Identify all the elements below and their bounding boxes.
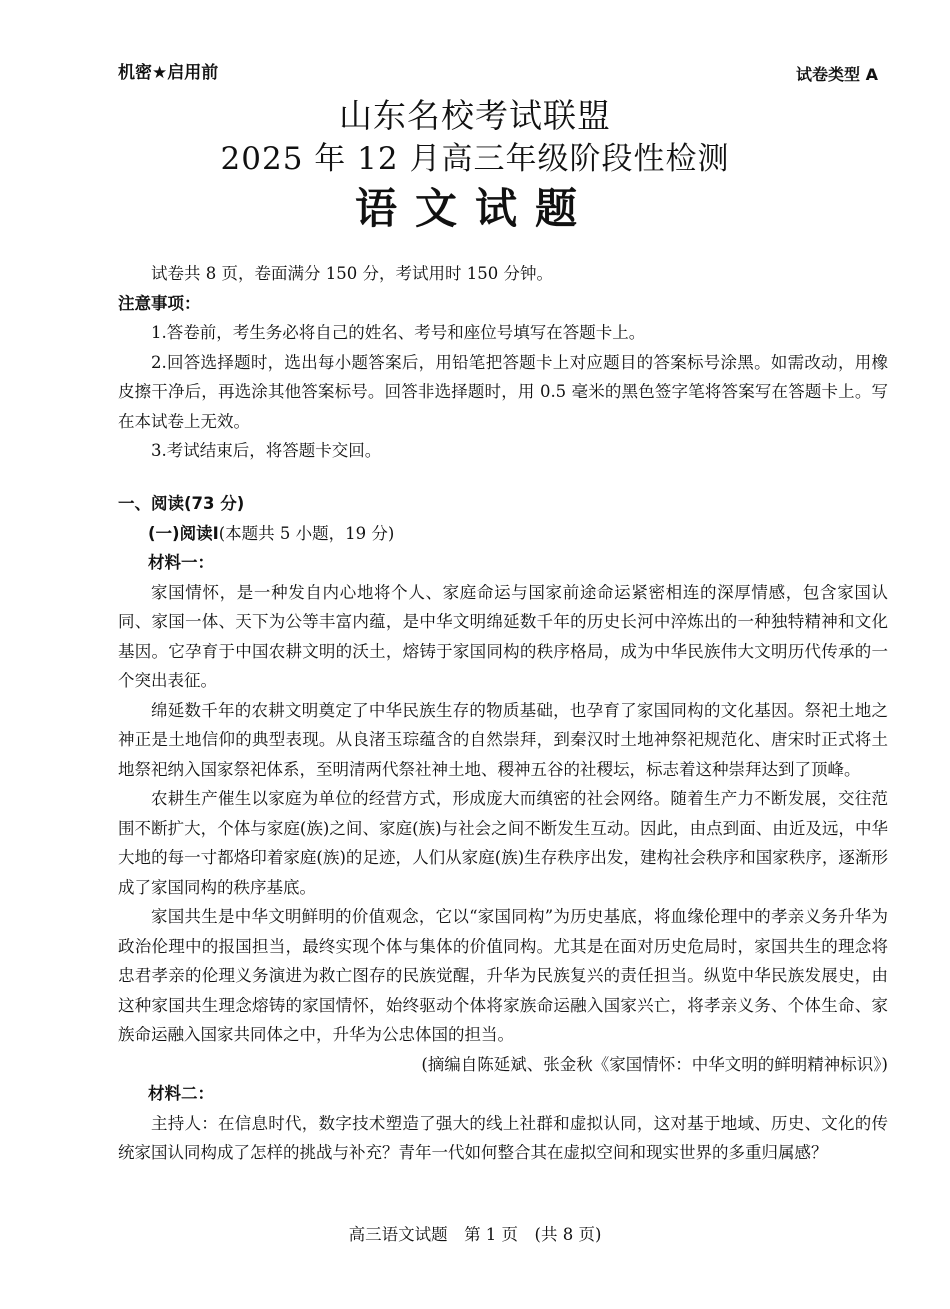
notes-heading: 注意事项： (118, 293, 201, 313)
note-item: 1.答卷前，考生务必将自己的姓名、考号和座位号填写在答题卡上。 (151, 323, 646, 342)
subject-title: 语文试题 (354, 184, 595, 233)
sub-section-heading (118, 519, 888, 549)
material-paragraph: 绵延数千年的农耕文明奠定了中华民族生存的物质基础，也孕育了家国同构的文化基因。祭祀土地之神正是土地信仰的典型表现。从良渚玉琮蕴含的自然崇拜，到秦汉时土地神祭祀规范化、唐宋时正式将土地祭祀纳入国家祭祀体系，至明清两代祭社神土地、稷神五谷的社稷坛，标志着这种崇拜达到了顶峰。 (118, 700, 888, 779)
instructions-block (118, 259, 888, 466)
page-footer: 高三语文试题 第 1 页 (共 8 页) (348, 1225, 602, 1244)
material-two-label: 材料二： (148, 1084, 214, 1103)
confidential-label: 机密★启用前 (118, 63, 219, 83)
note-item: 2.回答选择题时，选出每小题答案后，用铅笔把答题卡上对应题目的答案标号涂黑。如需改动，用橡皮擦干净后，再选涂其他答案标号。回答非选择题时，用 0.5 毫米的黑色签字笔将答案写在答题卡上。写在本试卷上无效。 (118, 352, 888, 431)
exam-summary: 试卷共 8 页，卷面满分 150 分，考试用时 150 分钟。 (151, 264, 553, 283)
section-heading: 一、阅读(73 分) (118, 494, 245, 513)
material-source: (摘编自陈延斌、张金秋《家国情怀：中华文明的鲜明精神标识》) (421, 1054, 888, 1074)
reading-section (118, 489, 888, 1168)
material-paragraph: 家国共生是中华文明鲜明的价值观念，它以“家国同构”为历史基底，将血缘伦理中的孝亲义务升华为政治伦理中的报国担当，最终实现个体与集体的价值同构。尤其是在面对历史危局时，家国共生的理念将忠君孝亲的伦理义务演进为救亡图存的民族觉醒，升华为民族复兴的责任担当。纵览中华民族发展史，由这种家国共生理念熔铸的家国情怀，始终驱动个体将家族命运融入国家兴亡，将孝亲义务、个体生命、家族命运融入国家共同体之中，升华为公忠体国的担当。 (118, 907, 888, 1044)
exam-organizer-title: 山东名校考试联盟 (339, 96, 611, 135)
note-item: 3.考试结束后，将答题卡交回。 (151, 441, 382, 460)
sub-section-title: (一)阅读Ⅰ (148, 523, 219, 543)
material-one-label: 材料一： (148, 553, 214, 572)
material-paragraph: 主持人：在信息时代，数字技术塑造了强大的线上社群和虚拟认同，这对基于地域、历史、文化的传统家国认同构成了怎样的挑战与补充？青年一代如何整合其在虚拟空间和现实世界的多重归属感？ (118, 1113, 888, 1162)
exam-session-title: 2025 年 12 月高三年级阶段性检测 (220, 141, 730, 177)
paper-type-label: 试卷类型 A (796, 65, 878, 84)
material-paragraph: 家国情怀，是一种发自内心地将个人、家庭命运与国家前途命运紧密相连的深厚情感，包含家国认同、家国一体、天下为公等丰富内蕴，是中华文明绵延数千年的历史长河中淬炼出的一种独特精神和文化基因。它孕育于中国农耕文明的沃土，熔铸于家国同构的秩序格局，成为中华民族伟大文明历代传承的一个突出表征。 (118, 582, 888, 690)
material-paragraph: 农耕生产催生以家庭为单位的经营方式，形成庞大而缜密的社会网络。随着生产力不断发展，交往范围不断扩大，个体与家庭(族)之间、家庭(族)与社会之间不断发生互动。因此，由点到面、由近及远，中华大地的每一寸都烙印着家庭(族)的足迹，人们从家庭(族)生存秩序出发，建构社会秩序和国家秩序，逐渐形成了家国同构的秩序基底。 (118, 789, 888, 897)
sub-section-info: (本题共 5 小题，19 分) (218, 523, 395, 543)
